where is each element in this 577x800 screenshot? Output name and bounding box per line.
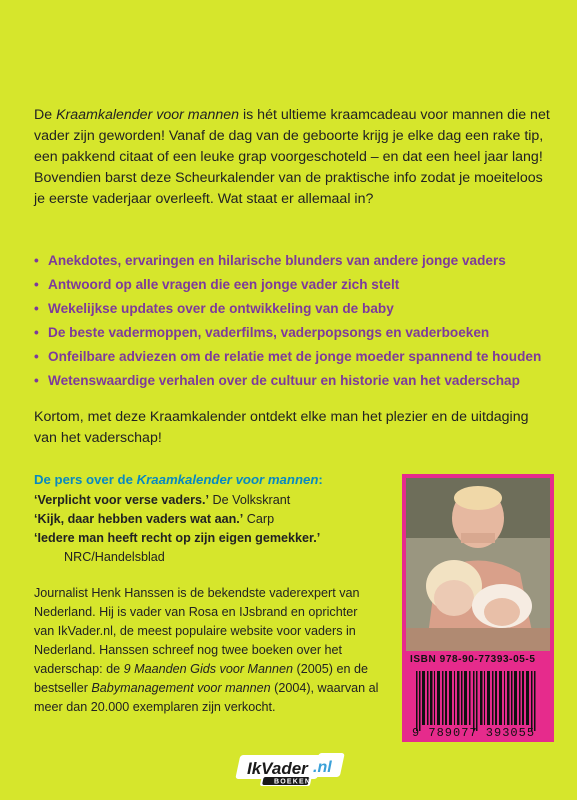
quote-source: De Volkskrant (209, 493, 291, 507)
bullet-dot: • (34, 277, 39, 292)
bullet-dot: • (34, 253, 39, 268)
quote-source: NRC/Handelsblad (64, 550, 165, 564)
bio-text: (2004), waarvan al meer dan 20.000 exemplaren zijn verkocht. (34, 681, 379, 714)
list-item (34, 369, 564, 393)
list-item-text: Wekelijkse updates over de ontwikkeling van de baby (48, 301, 394, 316)
bullet-dot: • (34, 349, 39, 364)
press-heading (34, 470, 384, 489)
intro-text-start: De (34, 107, 57, 123)
ikvader-logo (233, 752, 345, 788)
bio-book-title: Babymanagement voor mannen (91, 681, 271, 695)
list-item-text: Antwoord op alle vragen die een jonge vader zich stelt (48, 277, 400, 292)
list-item (34, 249, 564, 273)
quote-text: ‘Kijk, daar hebben vaders wat aan.’ (34, 512, 244, 526)
quote-text: ‘Verplicht voor verse vaders.’ (34, 493, 210, 507)
list-item-text: Onfeilbare adviezen om de relatie met de jonge moeder spannend te houden (48, 349, 542, 364)
list-item-text: Anekdotes, ervaringen en hilarische blunders van andere jonge vaders (48, 253, 506, 268)
intro-text-rest: is hét ultieme kraamcadeau voor mannen die net vader zijn geworden! Vanaf de dag van de geboorte krijg je elke dag een rake tip, een pakkend citaat of een leuke grap voorgeschoteld – en dat een heel jaar lang! Bovendien barst deze Scheurkalender van de praktische info zodat je moeiteloos je eerste vaderjaar overleeft. Wat staat er allemaal in? (34, 107, 550, 207)
conclusion-paragraph: Kortom, met deze Kraamkalender ontdekt elke man het plezier en de uitdaging van het vaderschap! (34, 409, 529, 446)
press-heading-title: Kraamkalender voor mannen (136, 472, 319, 487)
list-item (34, 297, 564, 321)
press-quote (34, 510, 384, 529)
author-photo (406, 478, 550, 651)
press-heading-suffix: : (318, 472, 323, 487)
family-photo-illustration (406, 478, 550, 651)
quote-source: Carp (243, 512, 275, 526)
logo-main-text: IkVader (247, 759, 308, 778)
logo-suffix-text: .nl (313, 759, 332, 776)
author-bio (34, 584, 379, 717)
list-item-text: Wetenswaardige verhalen over de cultuur en historie van het vaderschap (48, 373, 520, 388)
bullet-dot: • (34, 373, 39, 388)
isbn-label: ISBN 978-90-77393-05-5 (410, 654, 536, 665)
press-quote (34, 491, 384, 510)
list-item (34, 273, 564, 297)
intro-paragraph (34, 105, 554, 210)
barcode-number: 9 789077 393055 (412, 726, 536, 740)
list-item (34, 345, 564, 369)
press-heading-prefix: De pers over de (34, 472, 137, 487)
press-section (34, 470, 384, 567)
bullet-dot: • (34, 325, 39, 340)
bio-text: (2005) en de bestseller (34, 662, 368, 695)
photo-barcode-panel (402, 474, 554, 742)
bullet-dot: • (34, 301, 39, 316)
feature-list (34, 249, 564, 393)
bio-text: Journalist Henk Hanssen is de bekendste vaderexpert van Nederland. Hij is vader van Rosa en IJsbrand en oprichter van IkVader.nl, de meest populaire website voor vaders in Nederland. Hanssen schreef nog twee boeken over het vaderschap: de (34, 586, 360, 676)
list-item-text: De beste vadermoppen, vaderfilms, vaderpopsongs en vaderboeken (48, 325, 490, 340)
list-item (34, 321, 564, 345)
bio-book-title: 9 Maanden Gids voor Mannen (123, 662, 294, 676)
intro-book-title: Kraamkalender voor mannen (56, 107, 240, 123)
logo-sub-text: BOEKEN (274, 778, 312, 786)
quote-text: ‘Iedere man heeft recht op zijn eigen gemekker.’ (34, 531, 321, 545)
publisher-logo (233, 752, 345, 788)
press-quote (34, 529, 384, 548)
